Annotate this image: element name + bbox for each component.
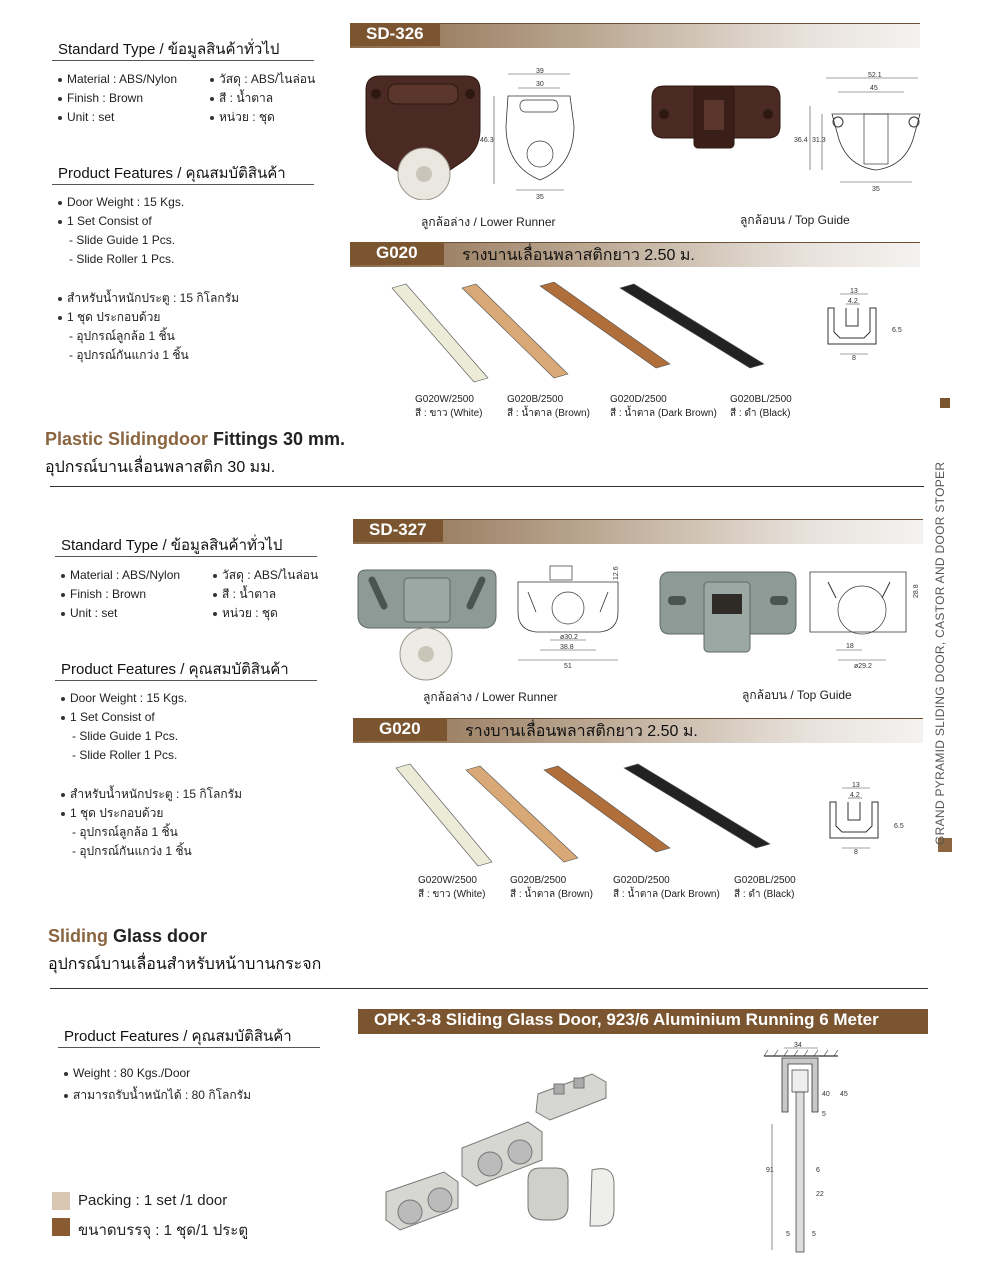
rail-code: G020W/2500 [415,394,474,405]
sd327-lower-runner-drawing [510,560,630,670]
spec-item: สี : น้ำตาล [222,587,277,601]
dim-label: 6 [816,1167,820,1174]
dim-label: 12.6 [613,566,620,580]
title-rest: Fittings 30 mm. [208,429,346,449]
feature-sub-item: - อุปกรณ์กันแกว่ง 1 ชิ้น [72,844,192,858]
rail-color: สี : น้ำตาล (Dark Brown) [613,889,720,900]
g020-title: รางบานเลื่อนพลาสติกยาว 2.50 ม. [462,247,695,264]
sd326-spec-left [58,70,177,127]
rail-code-block [507,393,590,421]
sd326-top-guide-drawing [786,70,926,195]
rail-color: สี : น้ำตาล (Dark Brown) [610,408,717,419]
sd327-features-heading: Product Features / คุณสมบัติสินค้า [61,661,289,678]
divider [58,1047,320,1048]
sd326-features-th [58,289,239,365]
dim-label: ø30.2 [560,634,578,641]
rail-code-block [730,393,792,421]
g020-tag: G020 [350,242,444,265]
spec-item: Material : ABS/Nylon [67,72,178,86]
opk-features-heading: Product Features / คุณสมบัติสินค้า [64,1028,292,1045]
rail-code: G020D/2500 [613,875,670,886]
packing-en: Packing : 1 set /1 door [78,1192,228,1209]
dim-label: 31.3 [812,137,826,144]
sd326-features-heading: Product Features / คุณสมบัติสินค้า [58,165,286,182]
rail-code: G020B/2500 [507,394,564,405]
spec-item: Finish : Brown [70,587,147,601]
dim-label: 6.5 [894,823,904,830]
sd327-top-caption: ลูกล้อบน / Top Guide [742,688,852,702]
dim-label: 4.2 [848,298,858,305]
spec-item: วัสดุ : ABS/ไนล่อน [222,568,319,582]
rail-color: สี : ดำ (Black) [730,408,791,419]
rail-color: สี : ขาว (White) [418,889,486,900]
feature-item: Door Weight : 15 Kgs. [67,195,185,209]
rail-code-block [418,874,486,902]
dim-label: 45 [870,85,878,92]
sd327-lower-runner-image [354,566,499,686]
g020-tag: G020 [353,718,447,741]
feature-item: สำหรับน้ำหนักประตู : 15 กิโลกรัม [67,291,240,305]
g020-rails-image-2 [392,762,782,870]
g020-title: รางบานเลื่อนพลาสติกยาว 2.50 ม. [465,723,698,740]
feature-item: 1 ชุด ประกอบด้วย [67,310,161,324]
feature-item: 1 Set Consist of [70,710,155,724]
feature-item: สำหรับน้ำหนักประตู : 15 กิโลกรัม [70,787,243,801]
g020-rails-image-1 [388,282,778,387]
feature-item: 1 ชุด ประกอบด้วย [70,806,164,820]
sd327-lower-caption: ลูกล้อล่าง / Lower Runner [423,690,558,704]
dim-label: 13 [850,288,858,295]
dim-label: 8 [852,355,856,361]
sd326-spec-right [210,70,315,127]
feature-sub-item: - Slide Roller 1 Pcs. [69,252,175,266]
title-rest: Glass door [108,926,208,946]
feature-sub-item: - Slide Guide 1 Pcs. [69,233,176,247]
dim-label: 38.8 [560,644,574,651]
sd327-top-guide-drawing [806,562,926,672]
sd327-top-guide-image [654,568,802,658]
sd327-spec-left [61,566,180,623]
dim-label: 22 [816,1191,824,1198]
divider [52,60,314,61]
rail-brown [462,284,568,378]
divider [55,556,317,557]
feature-sub-item: - อุปกรณ์ลูกล้อ 1 ชิ้น [72,825,178,839]
sd327-tag: SD-327 [353,519,443,542]
rail-color: สี : ขาว (White) [415,408,483,419]
feature-item: 1 Set Consist of [67,214,152,228]
feature-item: Weight : 80 Kgs./Door [73,1066,191,1080]
packing-swatch-light [52,1192,70,1210]
rail-code: G020B/2500 [510,875,567,886]
feature-sub-item: - อุปกรณ์กันแกว่ง 1 ชิ้น [69,348,189,362]
spec-item: Finish : Brown [67,91,144,105]
dim-label: 45 [840,1091,848,1098]
rail-code-block [610,393,717,421]
feature-item: Door Weight : 15 Kgs. [70,691,188,705]
divider [55,680,317,681]
spec-item: Unit : set [70,606,118,620]
side-text: GRAND PYRAMID SLIDING DOOR, CASTOR AND DOOR STOPER [933,461,947,845]
dim-label: 46.3 [480,137,494,144]
sd326-tag: SD-326 [350,23,440,46]
rail-code-block [613,874,720,902]
sd326-top-guide-image [646,80,786,160]
dim-label: 5 [822,1111,826,1118]
spec-item: Unit : set [67,110,115,124]
sd326-lower-caption: ลูกล้อล่าง / Lower Runner [421,215,556,229]
spec-item: หน่วย : ชุด [219,110,275,124]
opk-tag: OPK-3-8 Sliding Glass Door, 923/6 Aluminium Running 6 Meter [358,1009,928,1032]
rail-code-block [510,874,593,902]
section-subtitle-glass: อุปกรณ์บานเลื่อนสำหรับหน้าบานกระจก [48,956,322,973]
sd326-lower-runner-image [358,70,488,200]
section-subtitle-plastic: อุปกรณ์บานเลื่อนพลาสติก 30 มม. [45,459,276,476]
sd327-features-en [61,689,187,765]
divider [52,184,314,185]
title-accent: Sliding [48,926,108,946]
divider [50,486,924,487]
dim-label: 4.2 [850,792,860,799]
dim-label: 52.1 [868,72,882,79]
dim-label: 6.5 [892,327,902,334]
feature-sub-item: - อุปกรณ์ลูกล้อ 1 ชิ้น [69,329,175,343]
dim-label: 51 [564,663,572,670]
g020-profile-drawing-1 [818,286,908,361]
g020-profile-drawing-2 [820,780,910,860]
opk-hardware-image [378,1060,638,1240]
dim-label: 28.8 [913,584,920,598]
rail-color: สี : ดำ (Black) [734,889,795,900]
section-title-plastic [45,429,345,450]
rail-color: สี : น้ำตาล (Brown) [507,408,590,419]
opk-section-drawing [758,1040,868,1260]
feature-sub-item: - Slide Guide 1 Pcs. [72,729,179,743]
sd327-spec-right [213,566,318,623]
dim-label: 35 [872,186,880,193]
dim-label: 30 [536,81,544,88]
dim-label: 35 [536,194,544,201]
dim-label: 36.4 [794,137,808,144]
dim-label: 34 [794,1042,802,1049]
sd326-top-caption: ลูกล้อบน / Top Guide [740,213,850,227]
dim-label: 40 [822,1091,830,1098]
dim-label: 91 [766,1167,774,1174]
sd327-features-th [61,785,242,861]
dim-label: 5 [786,1231,790,1238]
rail-code-block [415,393,483,421]
rail-code-block [734,874,796,902]
rail-code: G020BL/2500 [734,875,796,886]
dim-label: 8 [854,849,858,856]
dim-label: 18 [846,643,854,650]
dim-label: 39 [536,68,544,75]
rail-color: สี : น้ำตาล (Brown) [510,889,593,900]
sd326-features-en [58,193,184,269]
opk-features [64,1062,251,1106]
packing-swatch-dark [52,1218,70,1236]
spec-item: Material : ABS/Nylon [70,568,181,582]
spec-item: วัสดุ : ABS/ไนล่อน [219,72,316,86]
divider [50,988,928,989]
spec-item: สี : น้ำตาล [219,91,274,105]
feature-sub-item: - Slide Roller 1 Pcs. [72,748,178,762]
dim-label: ø29.2 [854,663,872,670]
sd326-spec-heading: Standard Type / ข้อมูลสินค้าทั่วไป [58,41,280,58]
rail-code: G020W/2500 [418,875,477,886]
packing-th: ขนาดบรรจุ : 1 ชุด/1 ประตู [78,1222,249,1239]
title-accent: Plastic Slidingdoor [45,429,209,449]
rail-code: G020BL/2500 [730,394,792,405]
rail-code: G020D/2500 [610,394,667,405]
side-marker [940,398,950,408]
section-title-glass [48,926,207,947]
dim-label: 13 [852,782,860,789]
sd326-lower-runner-drawing [478,66,598,201]
feature-item: สามารถรับน้ำหนักได้ : 80 กิโลกรัม [73,1088,252,1102]
spec-item: หน่วย : ชุด [222,606,278,620]
dim-label: 5 [812,1231,816,1238]
sd327-spec-heading: Standard Type / ข้อมูลสินค้าทั่วไป [61,537,283,554]
